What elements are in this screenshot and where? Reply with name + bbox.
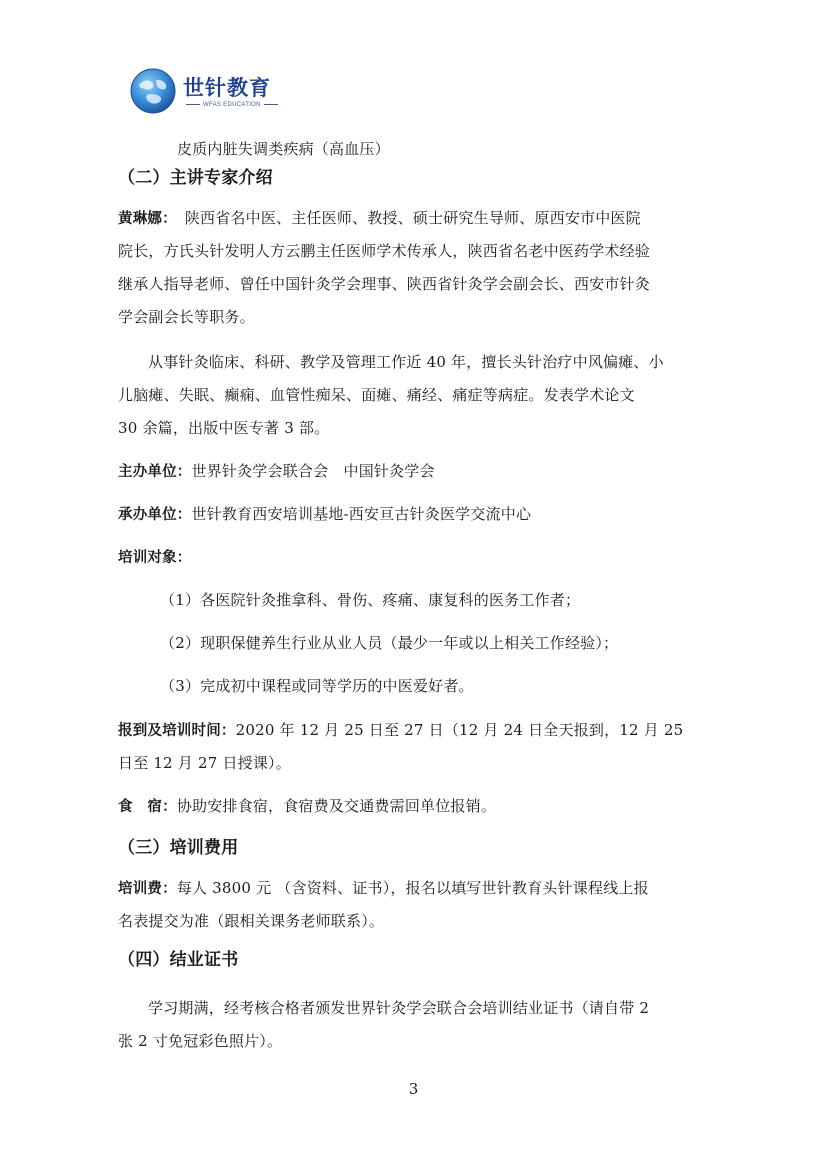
expert-bio-line-1 [118, 207, 641, 228]
target-label-row [118, 546, 192, 567]
expert-bio-text-1: 陕西省名中医、主任医师、教授、硕士研究生导师、原西安市中医院 [184, 209, 641, 227]
expert-name: 黄琳娜： [118, 211, 177, 227]
fee-label: 培训费： [118, 881, 177, 897]
target-item-1: （1）各医院针灸推拿科、骨伤、疼痛、康复科的医务工作者； [160, 591, 581, 609]
page-number: 3 [408, 1080, 419, 1098]
logo-rule-left [186, 104, 200, 105]
experience-line-2: 儿脑瘫、失眠、癫痫、血管性痴呆、面瘫、痛经、痛症等病症。发表学术论文 [118, 386, 635, 404]
globe-icon [129, 67, 177, 115]
logo-rule-right [264, 104, 278, 105]
target-label: 培训对象： [118, 550, 192, 566]
disease-category-line: 皮质内脏失调类疾病（高血压） [177, 140, 390, 158]
fee-row-1 [118, 877, 649, 898]
time-label: 报到及培训时间： [118, 723, 236, 739]
certificate-line-1: 学习期满，经考核合格者颁发世界针灸学会联合会培训结业证书（请自带 2 [148, 999, 650, 1017]
lodging-row [118, 795, 496, 816]
experience-line-1: 从事针灸临床、科研、教学及管理工作近 40 年，擅长头针治疗中风偏瘫、小 [148, 353, 664, 371]
logo-english-title: WFAS EDUCATION [203, 101, 261, 108]
experience-line-3: 30 余篇，出版中医专著 3 部。 [118, 419, 330, 437]
logo-chinese-title: 世针教育 [183, 75, 271, 100]
section-heading-experts: （二）主讲专家介绍 [118, 168, 273, 188]
section-heading-certificate: （四）结业证书 [118, 950, 239, 970]
expert-bio-line-2: 院长，方氏头针发明人方云鹏主任医师学术传承人，陕西省名老中医药学术经验 [118, 242, 651, 260]
lodging-value: 协助安排食宿，食宿费及交通费需回单位报销。 [176, 797, 497, 815]
target-item-2: （2）现职保健养生行业从业人员（最少一年或以上相关工作经验）； [160, 634, 619, 652]
fee-value-1: 每人 3800 元 （含资料、证书），报名以填写世针教育头针课程线上报 [176, 879, 649, 897]
host-value: 世界针灸学会联合会 中国针灸学会 [191, 462, 435, 480]
section-heading-fees: （三）培训费用 [118, 838, 239, 858]
host-label: 主办单位： [118, 464, 192, 480]
certificate-line-2: 张 2 寸免冠彩色照片）。 [118, 1032, 283, 1050]
organizer-label: 承办单位： [118, 507, 192, 523]
expert-bio-line-4: 学会副会长等职务。 [118, 308, 255, 326]
time-value-1: 2020 年 12 月 25 日至 27 日（12 月 24 日全天报到，12 月 25 [235, 721, 684, 739]
time-row-2: 日至 12 月 27 日授课）。 [118, 754, 291, 772]
organizer-value: 世针教育西安培训基地-西安亘古针灸医学交流中心 [191, 505, 532, 523]
target-item-3: （3）完成初中课程或同等学历的中医爱好者。 [160, 677, 474, 695]
fee-row-2: 名表提交为准（跟相关课务老师联系）。 [118, 912, 385, 930]
expert-bio-line-3: 继承人指导老师、曾任中国针灸学会理事、陕西省针灸学会副会长、西安市针灸 [118, 275, 651, 293]
host-row [118, 460, 435, 481]
lodging-label: 食 宿： [118, 799, 177, 815]
time-row-1 [118, 719, 683, 740]
organizer-row [118, 503, 531, 524]
wfas-education-logo [129, 66, 281, 116]
